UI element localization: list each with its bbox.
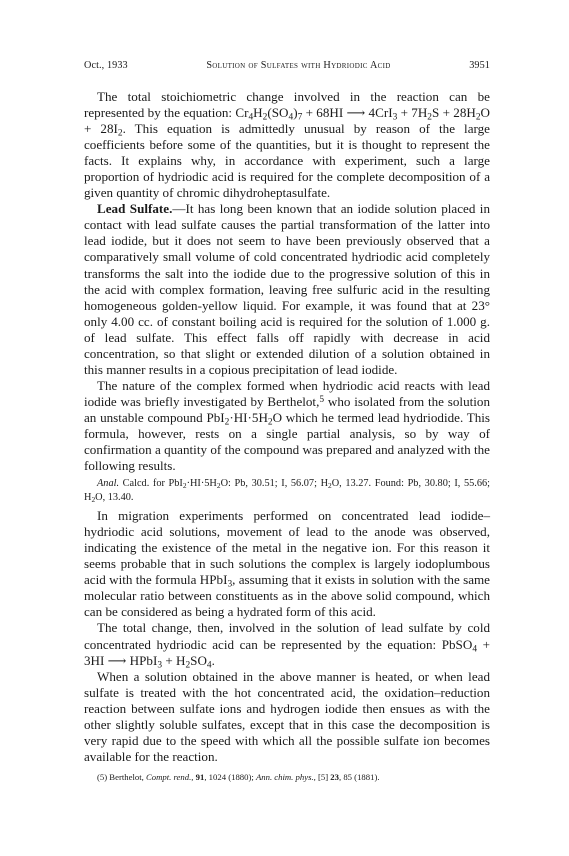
header-title: Solution of Sulfates with Hydriodic Acid	[206, 60, 391, 71]
analysis-results: Anal. Calcd. for $PbI_2\cdot HI\cdot 5H_2O$: Pb, 30.51; I, 56.07; $H_2O$, 13.27. Found: Pb, 30.80; I, 55.66; $H_2O$, 13.40.	[84, 478, 491, 505]
paragraph-total-change: The total change, then, involved in the solution of lead sulfate by cold concentrated hydriodic acid can be represented by the equation: PbSO$_4$ + 3HI ⟶ HPbI$_3$ + $H_2SO_4$.	[84, 620, 490, 671]
paragraph-berthelot-complex: The nature of the complex formed when hydriodic acid reacts with lead iodide was briefly investigated by Berthelot,$^5$ who isolated from the solution an unstable compound $PbI_2\cdot HI\cdot 5H_2O$ which he termed lead hydriodide. This formula, however, rests on a single partial analysis, so by way of confirmation a quantity of the compound was prepared and analyzed with the following results.	[84, 377, 490, 474]
header-page-number: 3951	[469, 60, 490, 71]
running-head	[84, 60, 490, 71]
paragraph-heated-solution: When a solution obtained in the above manner is heated, or when lead sulfate is treated with the hot concentrated acid, the oxidation–reduction reaction between sulfate ions and hydrogen iodide then ensues as with the other slightly soluble sulfates, except that in this case the decomposition is very rapid due to the speed with which all the possible sulfate ion becomes available for the reaction.	[84, 668, 490, 764]
page	[84, 60, 490, 783]
section-heading-lead-sulfate: Lead Sulfate.	[97, 201, 173, 217]
footnote-ref-5: 5	[319, 394, 325, 405]
paragraph-stoichiometric-change: The total stoichiometric change involved in the reaction can be represented by the equation: $Cr_4H_2(SO_4)_7 + 68HI$ ⟶ $4CrI_3 + 7H_2S + 28H_2O + 28I_2$. This equation is admittedly unusual by reason of the large coefficients before some of the quantities, but it is thought to represent the facts. It explains why, in accordance with experiment, such a large proportion of hydriodic acid is required for the complete decomposition of a given quantity of chromic dihydroheptasulfate.	[84, 89, 491, 201]
paragraph-migration-experiments: In migration experiments performed on concentrated lead iodide–hydriodic acid solutions, movement of lead to the anode was observed, indicating the existence of the metal in the negative ion. For this reason it seems probable that in such solutions the complex is largely iodoplumbous acid with the formula HPbI$_3$, assuming that it exists in solution with the same molecular ratio between constituents as in the above solid compound, which can be considered as being a hydrated form of this acid.	[84, 508, 490, 620]
paragraph-lead-sulfate: Lead Sulfate.—It has long been known that an iodide solution placed in contact with lead sulfate causes the partial transformation of the latter into lead iodide, but it does not seem to have been previously observed that a comparatively small volume of cold concentrated hydriodic acid completely transforms the salt into the iodide due to the progressive solution of this in the acid with complex formation, leaving free sulfuric acid in the resulting homogeneous golden-yellow liquid. For example, it was found that at 23° only 4.00 cc. of constant boiling acid is required for the solution of 1.000 g. of lead sulfate. This effect falls off rapidly with decrease in acid concentration, so that slight or extended dilution of a solution obtained in this manner results in a copious precipitation of lead iodide.	[84, 201, 490, 377]
footnote-5: (5) Berthelot, Compt. rend., 91, 1024 (1880); Ann. chim. phys., [5] 23, 85 (1881).	[97, 771, 380, 782]
header-date: Oct., 1933	[84, 60, 128, 71]
